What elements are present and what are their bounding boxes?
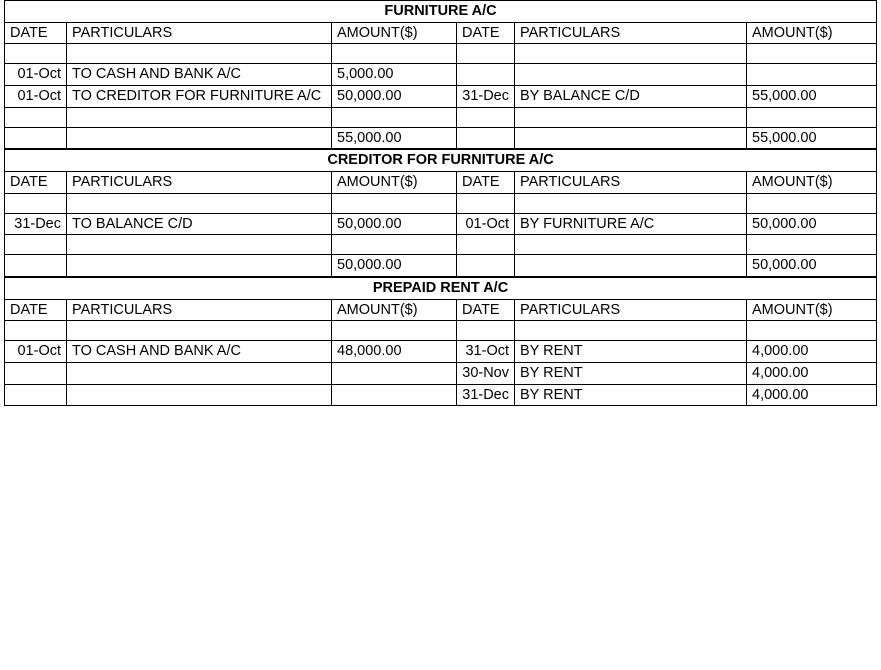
cell-date-left: 01-Oct bbox=[5, 64, 67, 86]
header-particulars-left: PARTICULARS bbox=[67, 22, 332, 44]
cell-total-right: 55,000.00 bbox=[747, 127, 877, 149]
cell-particulars-left bbox=[67, 321, 332, 341]
cell-amount-left bbox=[332, 107, 457, 127]
cell-date-right: 01-Oct bbox=[457, 213, 515, 235]
cell-particulars-right bbox=[515, 321, 747, 341]
cell-particulars-right bbox=[515, 64, 747, 86]
cell-date-right bbox=[457, 44, 515, 64]
cell-date-left bbox=[5, 363, 67, 385]
account-table-creditor-for-furniture bbox=[4, 149, 877, 277]
table-row bbox=[5, 64, 877, 86]
cell-particulars-right bbox=[515, 107, 747, 127]
cell-date-left bbox=[5, 44, 67, 64]
account-title-row bbox=[5, 1, 877, 23]
cell-particulars-right bbox=[515, 127, 747, 149]
cell-date-left bbox=[5, 107, 67, 127]
cell-amount-right bbox=[747, 321, 877, 341]
cell-date-left: 01-Oct bbox=[5, 86, 67, 108]
cell-particulars-left bbox=[67, 107, 332, 127]
cell-particulars-right bbox=[515, 255, 747, 277]
header-date-right: DATE bbox=[457, 22, 515, 44]
cell-amount-left bbox=[332, 235, 457, 255]
cell-particulars-right: BY RENT bbox=[515, 341, 747, 363]
header-date-left: DATE bbox=[5, 299, 67, 321]
cell-amount-left bbox=[332, 384, 457, 406]
cell-particulars-left: TO CASH AND BANK A/C bbox=[67, 341, 332, 363]
cell-amount-left: 5,000.00 bbox=[332, 64, 457, 86]
cell-amount-right bbox=[747, 44, 877, 64]
cell-particulars-left bbox=[67, 384, 332, 406]
account-title: FURNITURE A/C bbox=[5, 1, 877, 23]
cell-date-left bbox=[5, 321, 67, 341]
header-particulars-left: PARTICULARS bbox=[67, 172, 332, 194]
cell-particulars-right: BY FURNITURE A/C bbox=[515, 213, 747, 235]
table-total-row bbox=[5, 255, 877, 277]
account-table-furniture bbox=[4, 0, 877, 149]
header-date-left: DATE bbox=[5, 172, 67, 194]
cell-date-left bbox=[5, 193, 67, 213]
table-row bbox=[5, 384, 877, 406]
cell-amount-left bbox=[332, 321, 457, 341]
header-amount-left: AMOUNT($) bbox=[332, 172, 457, 194]
header-particulars-right: PARTICULARS bbox=[515, 172, 747, 194]
cell-amount-right: 4,000.00 bbox=[747, 363, 877, 385]
cell-date-right: 30-Nov bbox=[457, 363, 515, 385]
cell-amount-left bbox=[332, 44, 457, 64]
header-amount-left: AMOUNT($) bbox=[332, 22, 457, 44]
cell-date-left bbox=[5, 255, 67, 277]
account-title-row bbox=[5, 278, 877, 300]
cell-particulars-left bbox=[67, 363, 332, 385]
cell-particulars-right bbox=[515, 235, 747, 255]
header-amount-right: AMOUNT($) bbox=[747, 22, 877, 44]
account-title: CREDITOR FOR FURNITURE A/C bbox=[5, 150, 877, 172]
cell-date-right: 31-Oct bbox=[457, 341, 515, 363]
header-date-right: DATE bbox=[457, 172, 515, 194]
header-particulars-right: PARTICULARS bbox=[515, 22, 747, 44]
cell-particulars-right: BY RENT bbox=[515, 384, 747, 406]
table-row bbox=[5, 86, 877, 108]
table-row bbox=[5, 341, 877, 363]
cell-amount-left: 50,000.00 bbox=[332, 213, 457, 235]
cell-particulars-left: TO BALANCE C/D bbox=[67, 213, 332, 235]
cell-amount-left bbox=[332, 193, 457, 213]
account-table-prepaid-rent bbox=[4, 277, 877, 406]
cell-date-left: 01-Oct bbox=[5, 341, 67, 363]
cell-amount-left bbox=[332, 363, 457, 385]
account-title: PREPAID RENT A/C bbox=[5, 278, 877, 300]
cell-particulars-left bbox=[67, 255, 332, 277]
cell-amount-right bbox=[747, 193, 877, 213]
column-header-row bbox=[5, 22, 877, 44]
table-row bbox=[5, 321, 877, 341]
header-particulars-left: PARTICULARS bbox=[67, 299, 332, 321]
cell-particulars-right: BY RENT bbox=[515, 363, 747, 385]
cell-date-right: 31-Dec bbox=[457, 86, 515, 108]
cell-particulars-right bbox=[515, 44, 747, 64]
cell-amount-right bbox=[747, 107, 877, 127]
cell-date-left bbox=[5, 127, 67, 149]
cell-amount-right bbox=[747, 235, 877, 255]
header-amount-right: AMOUNT($) bbox=[747, 299, 877, 321]
cell-amount-right bbox=[747, 64, 877, 86]
cell-amount-right: 55,000.00 bbox=[747, 86, 877, 108]
cell-amount-right: 4,000.00 bbox=[747, 384, 877, 406]
table-row bbox=[5, 107, 877, 127]
table-row bbox=[5, 213, 877, 235]
column-header-row bbox=[5, 172, 877, 194]
cell-date-right bbox=[457, 127, 515, 149]
cell-date-right: 31-Dec bbox=[457, 384, 515, 406]
header-date-right: DATE bbox=[457, 299, 515, 321]
cell-particulars-left bbox=[67, 193, 332, 213]
cell-particulars-left bbox=[67, 127, 332, 149]
header-amount-right: AMOUNT($) bbox=[747, 172, 877, 194]
cell-total-left: 55,000.00 bbox=[332, 127, 457, 149]
cell-date-left: 31-Dec bbox=[5, 213, 67, 235]
cell-date-right bbox=[457, 321, 515, 341]
cell-date-right bbox=[457, 193, 515, 213]
cell-total-left: 50,000.00 bbox=[332, 255, 457, 277]
header-particulars-right: PARTICULARS bbox=[515, 299, 747, 321]
table-row bbox=[5, 235, 877, 255]
table-total-row bbox=[5, 127, 877, 149]
cell-date-right bbox=[457, 235, 515, 255]
cell-date-right bbox=[457, 107, 515, 127]
cell-total-right: 50,000.00 bbox=[747, 255, 877, 277]
cell-particulars-left: TO CREDITOR FOR FURNITURE A/C bbox=[67, 86, 332, 108]
cell-particulars-left bbox=[67, 235, 332, 255]
cell-particulars-right: BY BALANCE C/D bbox=[515, 86, 747, 108]
column-header-row bbox=[5, 299, 877, 321]
cell-amount-right: 50,000.00 bbox=[747, 213, 877, 235]
cell-date-right bbox=[457, 255, 515, 277]
table-row bbox=[5, 44, 877, 64]
cell-amount-left: 48,000.00 bbox=[332, 341, 457, 363]
cell-date-right bbox=[457, 64, 515, 86]
header-date-left: DATE bbox=[5, 22, 67, 44]
table-row bbox=[5, 193, 877, 213]
cell-amount-right: 4,000.00 bbox=[747, 341, 877, 363]
account-title-row bbox=[5, 150, 877, 172]
cell-particulars-left: TO CASH AND BANK A/C bbox=[67, 64, 332, 86]
cell-date-left bbox=[5, 235, 67, 255]
table-row bbox=[5, 363, 877, 385]
cell-particulars-left bbox=[67, 44, 332, 64]
header-amount-left: AMOUNT($) bbox=[332, 299, 457, 321]
cell-date-left bbox=[5, 384, 67, 406]
cell-particulars-right bbox=[515, 193, 747, 213]
cell-amount-left: 50,000.00 bbox=[332, 86, 457, 108]
